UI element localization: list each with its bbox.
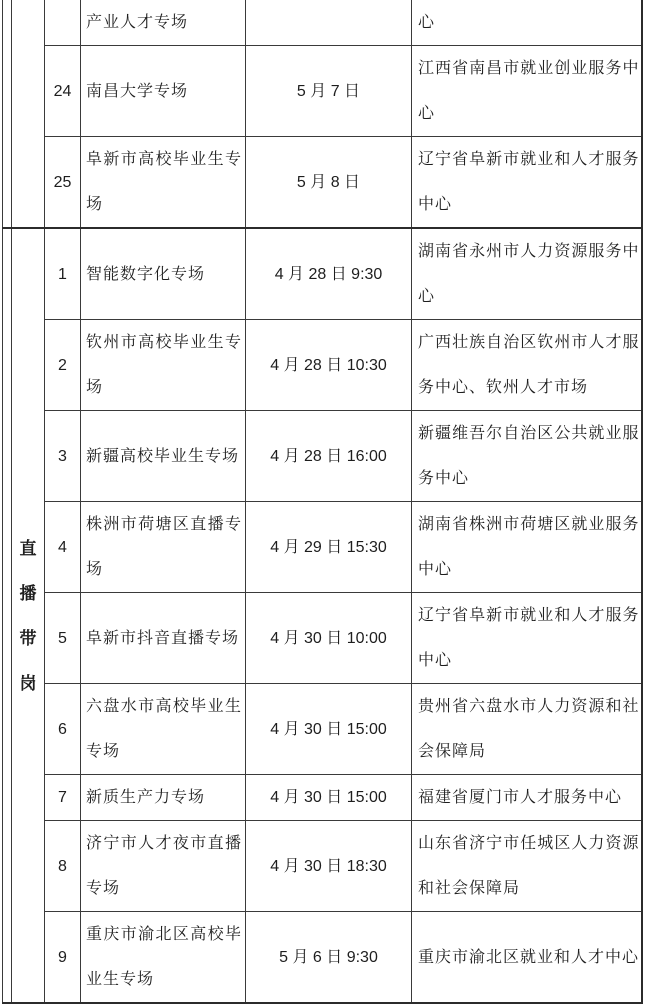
date-cell: 4 月 30 日 18:30 bbox=[246, 821, 412, 912]
date-cell: 4 月 30 日 15:00 bbox=[246, 684, 412, 775]
event-name-cell: 济宁市人才夜市直播专场 bbox=[81, 821, 246, 912]
seq-cell: 3 bbox=[45, 411, 81, 502]
date-cell: 4 月 28 日 9:30 bbox=[246, 228, 412, 320]
table-row bbox=[3, 775, 642, 821]
event-name-cell: 产业人才专场 bbox=[81, 0, 246, 46]
table-sheet bbox=[2, 0, 643, 1004]
date-cell: 4 月 28 日 10:30 bbox=[246, 320, 412, 411]
category-cell-live bbox=[12, 228, 45, 1003]
seq-cell: 6 bbox=[45, 684, 81, 775]
organizer-cell: 广西壮族自治区钦州市人才服务中心、钦州人才市场 bbox=[412, 320, 642, 411]
table-row bbox=[3, 912, 642, 1004]
seq-cell: 4 bbox=[45, 502, 81, 593]
table-row bbox=[3, 320, 642, 411]
date-cell: 4 月 30 日 10:00 bbox=[246, 593, 412, 684]
event-name-cell: 新疆高校毕业生专场 bbox=[81, 411, 246, 502]
event-name-cell: 重庆市渝北区高校毕业生专场 bbox=[81, 912, 246, 1004]
event-name-cell: 阜新市高校毕业生专场 bbox=[81, 137, 246, 229]
seq-cell: 24 bbox=[45, 46, 81, 137]
organizer-cell: 江西省南昌市就业创业服务中心 bbox=[412, 46, 642, 137]
date-cell bbox=[246, 0, 412, 46]
organizer-cell: 辽宁省阜新市就业和人才服务中心 bbox=[412, 137, 642, 229]
event-name-cell: 阜新市抖音直播专场 bbox=[81, 593, 246, 684]
table-row bbox=[3, 0, 642, 46]
table-row bbox=[3, 593, 642, 684]
event-name-cell: 六盘水市高校毕业生专场 bbox=[81, 684, 246, 775]
event-name-cell: 钦州市高校毕业生专场 bbox=[81, 320, 246, 411]
seq-cell: 2 bbox=[45, 320, 81, 411]
table-row bbox=[3, 228, 642, 320]
date-cell: 4 月 30 日 15:00 bbox=[246, 775, 412, 821]
seq-cell: 9 bbox=[45, 912, 81, 1004]
organizer-cell: 新疆维吾尔自治区公共就业服务中心 bbox=[412, 411, 642, 502]
seq-cell: 7 bbox=[45, 775, 81, 821]
seq-cell: 25 bbox=[45, 137, 81, 229]
date-cell: 4 月 28 日 16:00 bbox=[246, 411, 412, 502]
organizer-cell: 重庆市渝北区就业和人才中心 bbox=[412, 912, 642, 1004]
date-cell: 5 月 8 日 bbox=[246, 137, 412, 229]
category-cell-prev bbox=[12, 0, 45, 228]
organizer-cell: 贵州省六盘水市人力资源和社会保障局 bbox=[412, 684, 642, 775]
left-edge-cell bbox=[3, 228, 12, 1003]
table-row bbox=[3, 46, 642, 137]
table-row bbox=[3, 411, 642, 502]
category-label-vertical: 直播带岗 bbox=[19, 538, 37, 693]
organizer-cell: 湖南省永州市人力资源服务中心 bbox=[412, 228, 642, 320]
date-cell: 4 月 29 日 15:30 bbox=[246, 502, 412, 593]
date-cell: 5 月 6 日 9:30 bbox=[246, 912, 412, 1004]
job-fair-schedule-table bbox=[2, 0, 643, 1004]
seq-cell: 1 bbox=[45, 228, 81, 320]
table-row bbox=[3, 137, 642, 229]
organizer-cell: 山东省济宁市任城区人力资源和社会保障局 bbox=[412, 821, 642, 912]
seq-cell: 5 bbox=[45, 593, 81, 684]
organizer-cell: 湖南省株洲市荷塘区就业服务中心 bbox=[412, 502, 642, 593]
organizer-cell: 福建省厦门市人才服务中心 bbox=[412, 775, 642, 821]
date-cell: 5 月 7 日 bbox=[246, 46, 412, 137]
organizer-cell: 辽宁省阜新市就业和人才服务中心 bbox=[412, 593, 642, 684]
organizer-cell: 心 bbox=[412, 0, 642, 46]
table-row bbox=[3, 502, 642, 593]
table-row bbox=[3, 821, 642, 912]
seq-cell: 8 bbox=[45, 821, 81, 912]
left-edge-cell bbox=[3, 0, 12, 228]
event-name-cell: 南昌大学专场 bbox=[81, 46, 246, 137]
event-name-cell: 智能数字化专场 bbox=[81, 228, 246, 320]
event-name-cell: 株洲市荷塘区直播专场 bbox=[81, 502, 246, 593]
event-name-cell: 新质生产力专场 bbox=[81, 775, 246, 821]
seq-cell bbox=[45, 0, 81, 46]
table-row bbox=[3, 684, 642, 775]
